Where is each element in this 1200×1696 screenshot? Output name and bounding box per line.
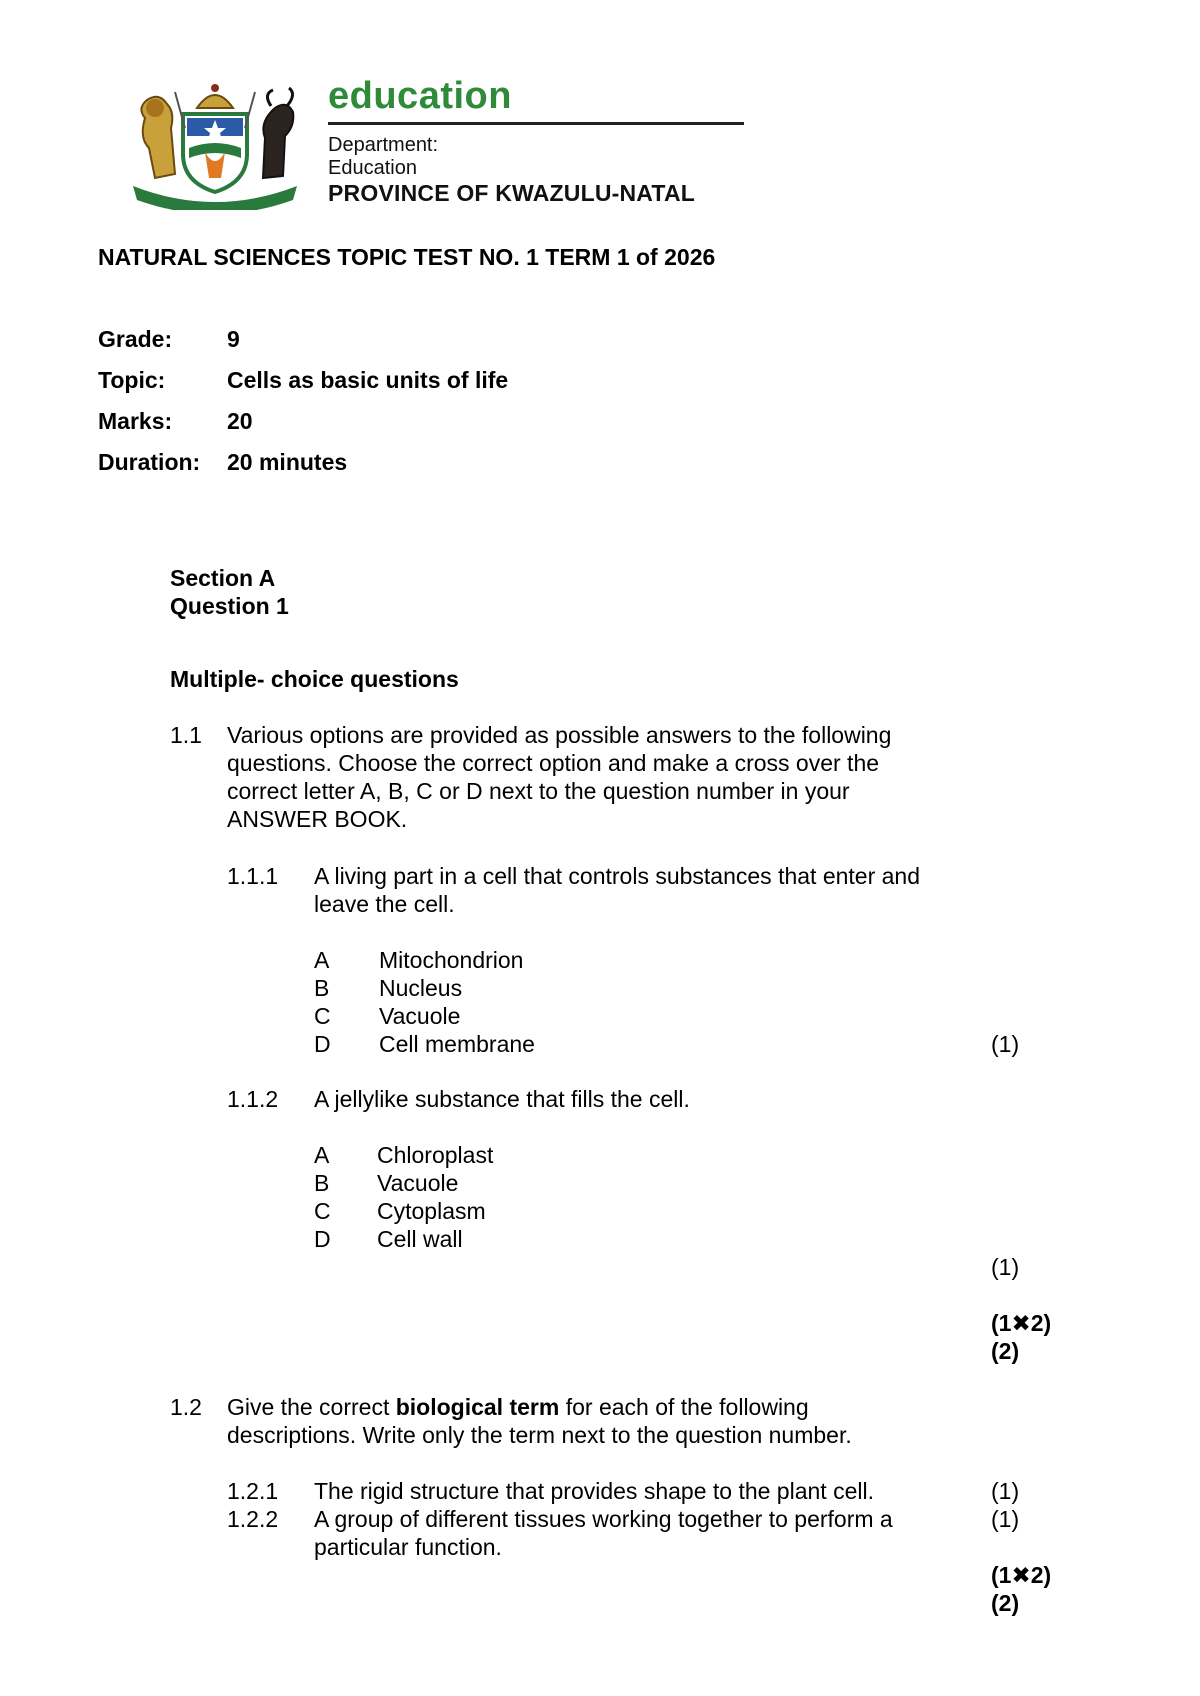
option-letter: D <box>314 1031 331 1057</box>
q1-2-line-post: for each of the following <box>559 1394 809 1420</box>
subtotal-marks: (2) <box>991 1338 1020 1364</box>
duration-value: 20 minutes <box>227 449 348 475</box>
marks-value: 20 <box>227 408 253 434</box>
option-letter: C <box>314 1003 331 1029</box>
q1-2-line: descriptions. Write only the term next to the question number. <box>227 1422 852 1448</box>
q1-2-1-number: 1.2.1 <box>227 1478 279 1504</box>
option-letter: D <box>314 1226 331 1252</box>
duration-label: Duration: <box>98 449 201 475</box>
q1-1-line: correct letter A, B, C or D next to the question number in your <box>227 778 850 804</box>
option-letter: A <box>314 947 330 973</box>
q1-2-line <box>227 1393 809 1421</box>
section-name: Section A <box>170 565 276 591</box>
option-text: Mitochondrion <box>379 947 524 973</box>
q1-2-line-pre: Give the correct <box>227 1394 396 1420</box>
coat-of-arms-logo <box>125 78 305 210</box>
brand-underline <box>328 122 744 125</box>
mark-allocation: (1) <box>991 1031 1020 1057</box>
mark-allocation: (1) <box>991 1478 1020 1504</box>
subtotal-marks: (2) <box>991 1590 1020 1616</box>
option-letter: A <box>314 1142 330 1168</box>
subtotal-calc: (1✖2) <box>991 1562 1052 1588</box>
grade-label: Grade: <box>98 326 173 352</box>
mark-allocation: (1) <box>991 1254 1020 1280</box>
q1-1-number: 1.1 <box>170 722 202 748</box>
test-title: NATURAL SCIENCES TOPIC TEST NO. 1 TERM 1 of 2026 <box>98 244 716 270</box>
department-label: Department: <box>328 134 439 156</box>
option-text: Cell wall <box>377 1226 463 1252</box>
marks-label: Marks: <box>98 408 173 434</box>
q1-1-line: ANSWER BOOK. <box>227 806 408 832</box>
q1-2-1-text: The rigid structure that provides shape to the plant cell. <box>314 1478 874 1504</box>
q1-2-2-text: A group of different tissues working together to perform a <box>314 1506 893 1532</box>
q1-1-1-number: 1.1.1 <box>227 863 279 889</box>
option-letter: B <box>314 975 330 1001</box>
mark-allocation: (1) <box>991 1506 1020 1532</box>
province-name: PROVINCE OF KWAZULU-NATAL <box>328 180 696 206</box>
q1-1-1-text: A living part in a cell that controls substances that enter and <box>314 863 921 889</box>
topic-value: Cells as basic units of life <box>227 367 509 393</box>
option-text: Cell membrane <box>379 1031 535 1057</box>
mcq-heading: Multiple- choice questions <box>170 666 459 692</box>
q1-1-1-text: leave the cell. <box>314 891 455 917</box>
q1-1-2-text: A jellylike substance that fills the cell. <box>314 1086 690 1112</box>
q1-1-2-number: 1.1.2 <box>227 1086 279 1112</box>
q1-2-2-text: particular function. <box>314 1534 502 1560</box>
option-text: Vacuole <box>377 1170 459 1196</box>
subtotal-calc: (1✖2) <box>991 1310 1052 1336</box>
q1-2-2-number: 1.2.2 <box>227 1506 279 1532</box>
q1-2-number: 1.2 <box>170 1394 202 1420</box>
option-letter: C <box>314 1198 331 1224</box>
question-number: Question 1 <box>170 593 289 619</box>
department-name: Education <box>328 157 417 179</box>
brand-word: education <box>328 75 512 117</box>
option-text: Nucleus <box>379 975 463 1001</box>
option-text: Chloroplast <box>377 1142 494 1168</box>
option-text: Cytoplasm <box>377 1198 486 1224</box>
topic-label: Topic: <box>98 367 166 393</box>
option-text: Vacuole <box>379 1003 461 1029</box>
q1-1-line: questions. Choose the correct option and make a cross over the <box>227 750 880 776</box>
q1-1-line: Various options are provided as possible answers to the following <box>227 722 892 748</box>
grade-value: 9 <box>227 326 240 352</box>
option-letter: B <box>314 1170 330 1196</box>
q1-2-bold-term: biological term <box>395 1394 560 1420</box>
